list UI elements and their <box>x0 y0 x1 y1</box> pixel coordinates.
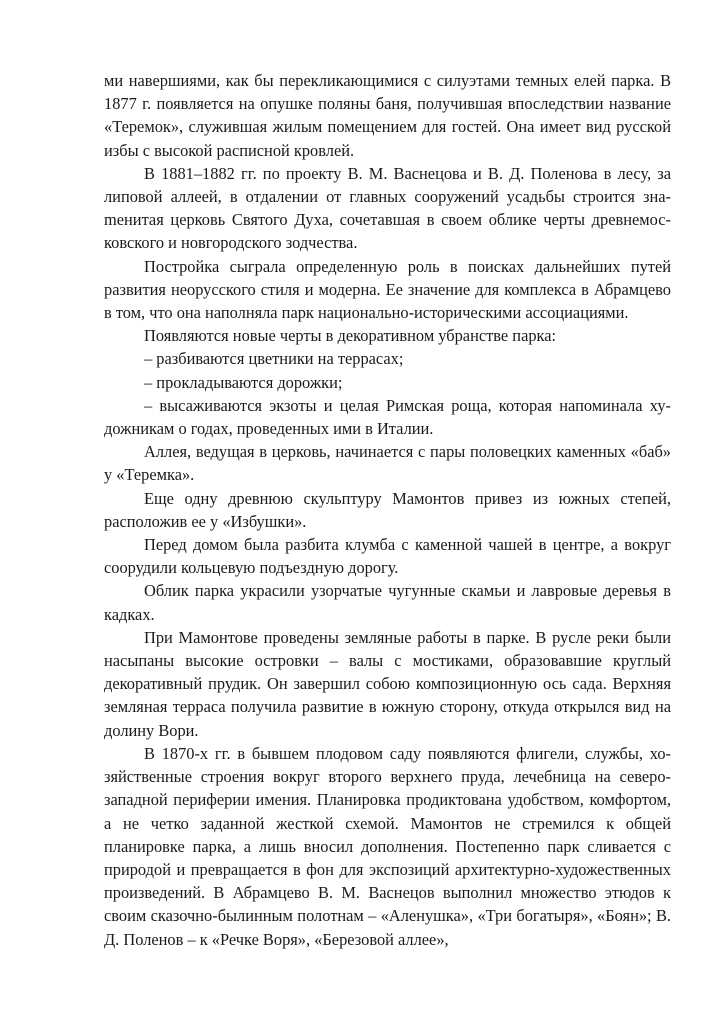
paragraph: Облик парка украсили узорчатые чугунные скамьи и лавровые деревья в кадках. <box>104 581 671 624</box>
list-item: – разбиваются цветники на террасах; <box>144 349 404 369</box>
paragraph: Постройка сыграла определенную роль в поисках дальнейших путей развития неорусского стиля и модерна. Ее значение для комплекса в Абрамцево в том, что она наполняла парк национально-историческими ассоциациями. <box>104 256 671 323</box>
list-item: – высаживаются экзоты и целая Римская роща, которая напоминала художникам о годах, проведенных ими в Италии. <box>104 395 671 439</box>
paragraph: Перед домом была разбита клумба с каменной чашей в центре, а вокруг соорудили кольцевую подъездную дорогу. <box>104 535 671 578</box>
list-item: – прокладываются дорожки; <box>144 372 343 392</box>
paragraph: Аллея, ведущая в церковь, начинается с пары половецких каменных «баб» у «Теремка». <box>104 442 671 485</box>
paragraph: При Мамонтове проведены земляные работы в парке. В русле реки были насыпаны высокие островки – валы с мостиками, образовавшие круглый декоративный прудик. Он завершил собою композиционную ось сада. Верхняя земляная терраса получила развитие в южную сторону, откуда открылся вид на долину Вори. <box>104 627 671 740</box>
paragraph: В 1870-х гг. в бывшем плодовом саду появляются флигели, службы, хозяйственные строения вокруг второго верхнего пруда, лечебница на северо-западной периферии имения. Планировка продиктована удобством, комфортом, а не четко заданной жесткой схемой. Мамонтов не стремился к общей планировке парка, а лишь вносил дополнения. Постепенно парк сливается с природой и превращается в фон для экспозиций архитектурно-художественных произведений. В Абрамцево В. М. Васнецов выполнил множество этюдов к своим сказочно-былинным полотнам – «Аленушка», «Три богатыря», «Боян»; В. Д. Поленов – к «Речке Воря», «Березовой аллее», <box>104 743 671 949</box>
paragraph: Еще одну древнюю скульптуру Мамонтов привез из южных степей, расположив ее у «Избушки». <box>104 488 671 531</box>
paragraph-continuation: ми навершиями, как бы перекликающимися с силуэтами темных елей парка. В 1877 г. появляется на опушке поляны баня, получившая впоследствии название «Теремок», служившая жилым помещением для гостей. Она имеет вид русской избы с высокой расписной кровлей. <box>104 71 671 160</box>
paragraph: В 1881–1882 гг. по проекту В. М. Васнецова и В. Д. Поленова в лесу, за липовой аллеей, в отдалении от главных сооружений усадьбы строится знаmенитая церковь Святого Духа, сочетавшая в своем облике черты древнемосковского и новгородского зодчества. <box>104 163 671 253</box>
body-text <box>104 69 671 951</box>
paragraph: Появляются новые черты в декоративном убранстве парка: <box>144 326 557 346</box>
